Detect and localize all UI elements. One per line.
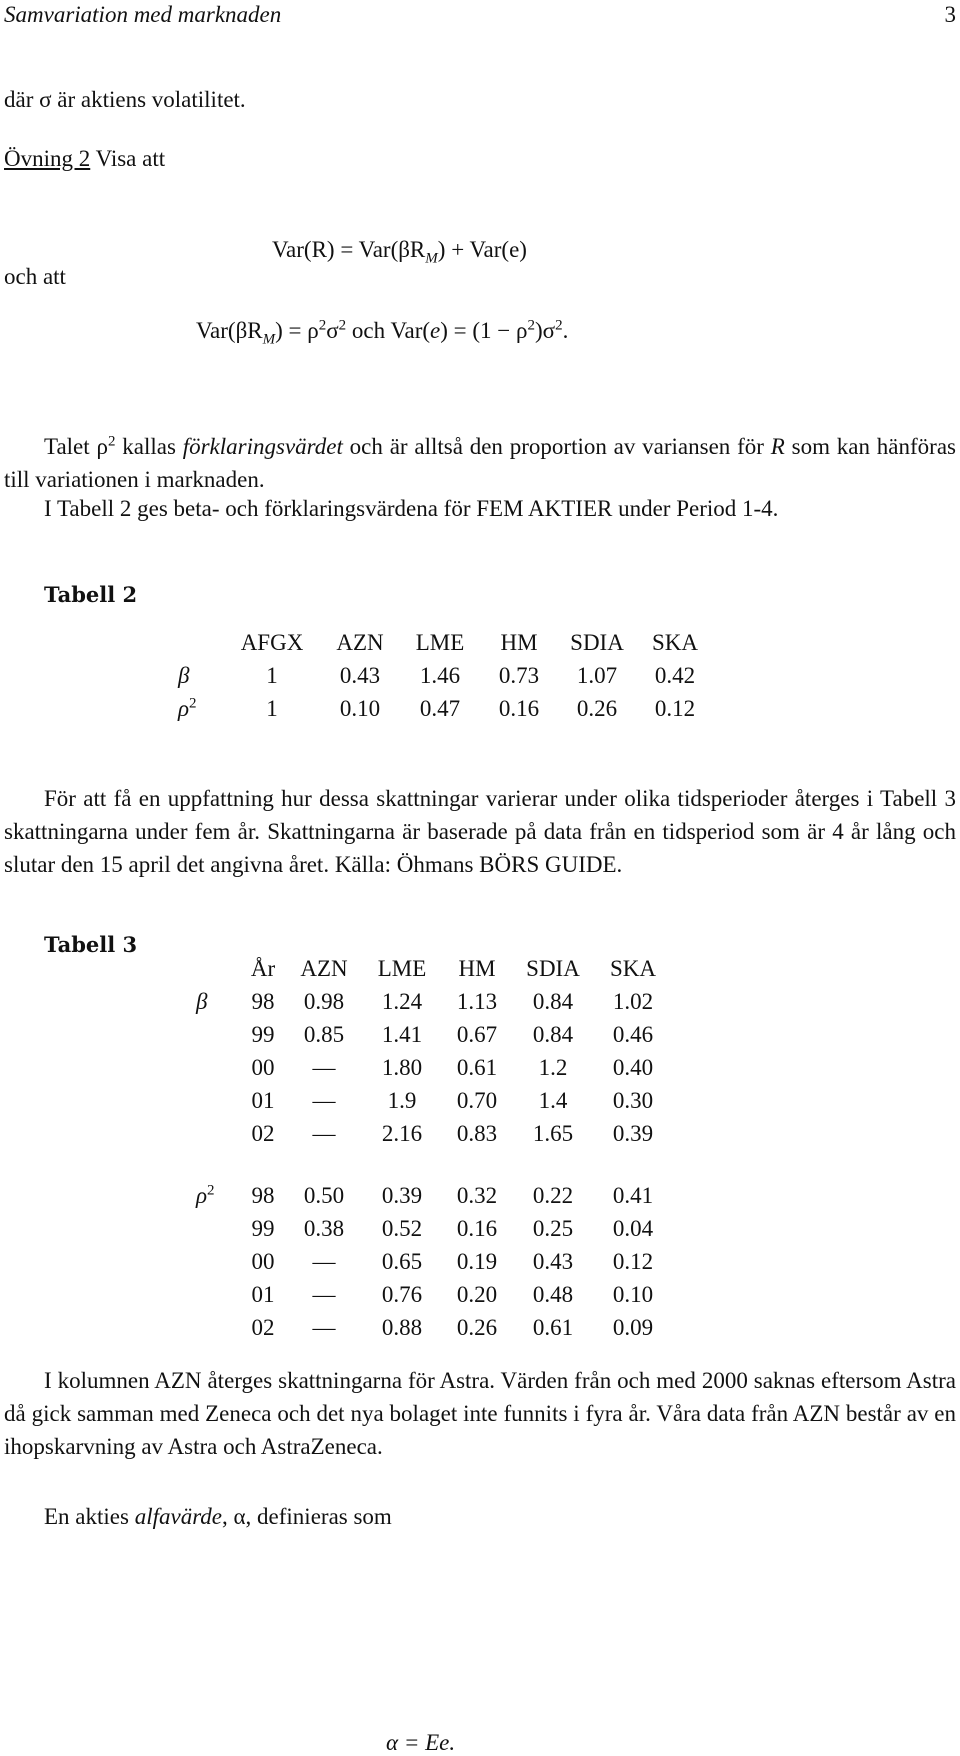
table-cell: 0.47 [419, 695, 461, 721]
year-cell: 98 [251, 1182, 275, 1208]
table2-header-cell [172, 626, 224, 659]
table-cell: 2.16 [381, 1120, 423, 1146]
table-cell: 0.10 [339, 695, 381, 721]
table-cell: 0.61 [532, 1314, 574, 1340]
table-row [172, 692, 714, 725]
row-label-empty [196, 1245, 240, 1278]
table-cell: 0.38 [303, 1215, 345, 1241]
table-cell: 0.85 [303, 1021, 345, 1047]
paragraph-alpha-definition: En akties alfavärde, α, definieras som [44, 1504, 392, 1529]
table-cell: 1 [266, 695, 278, 721]
table3-header-cell: SKA [609, 955, 656, 981]
table-cell: 0.98 [303, 988, 345, 1014]
year-cell: 99 [251, 1215, 275, 1241]
page-number: 3 [944, 2, 956, 27]
table-cell: 0.19 [456, 1248, 498, 1274]
paragraph-table2-intro: I Tabell 2 ges beta- och förklaringsvärdena för FEM AKTIER under Period 1-4. [44, 496, 779, 521]
table-cell: 0.84 [532, 988, 574, 1014]
table-cell: 1.41 [381, 1021, 423, 1047]
year-cell: 02 [251, 1314, 275, 1340]
table-cell: 0.16 [498, 695, 540, 721]
table3-header-cell: AZN [300, 955, 348, 981]
table-cell: 0.16 [456, 1215, 498, 1241]
table-row [196, 1245, 672, 1278]
table-cell: 0.25 [532, 1215, 574, 1241]
row-label-beta: β [178, 662, 190, 688]
table-cell: 0.26 [456, 1314, 498, 1340]
table-cell: 0.12 [654, 695, 696, 721]
table3-header-cell [196, 952, 240, 985]
table-cell: 0.22 [532, 1182, 574, 1208]
table-row [196, 1311, 672, 1344]
table-row [196, 1051, 672, 1084]
row-label-empty [196, 1311, 240, 1344]
table-cell: 0.88 [381, 1314, 423, 1340]
och-att-text: och att [4, 264, 66, 289]
table-cell: 0.32 [456, 1182, 498, 1208]
intro-text: där σ är aktiens volatilitet. [4, 87, 246, 112]
row-label-rho2: $\rho^2$ [196, 1181, 215, 1208]
table-cell: 0.73 [498, 662, 540, 688]
table2-header-cell: SDIA [570, 629, 624, 655]
table2-label: Tabell 2 [44, 582, 138, 607]
table-cell: 0.39 [381, 1182, 423, 1208]
year-cell: 01 [251, 1087, 275, 1113]
table-cell: 0.04 [612, 1215, 654, 1241]
table-cell: 1.2 [538, 1054, 568, 1080]
table3-header-cell: År [250, 955, 276, 981]
table2 [172, 626, 714, 725]
table-cell: 0.42 [654, 662, 696, 688]
table-row [196, 1117, 672, 1150]
table-cell: 1.65 [532, 1120, 574, 1146]
table-cell: 1.24 [381, 988, 423, 1014]
table2-header-cell: AFGX [240, 629, 304, 655]
row-label-beta: β [196, 988, 208, 1014]
equation-variance-decomposition: $Var(R) = Var(\beta R_M) + Var(e)$ [272, 237, 527, 267]
row-label-empty [196, 1117, 240, 1150]
table2-header-cell: HM [500, 629, 538, 655]
table-cell: 0.41 [612, 1182, 654, 1208]
table-cell: — [312, 1314, 336, 1340]
table-row [196, 1018, 672, 1051]
table2-header-cell: SKA [651, 629, 698, 655]
table-cell: 0.48 [532, 1281, 574, 1307]
paragraph-explained-variance: Talet $\rho^2$ kallas förklaringsvärdet och är alltså den proportion av variansen för R som kan hänföras till variationen i marknaden. [4, 433, 956, 492]
table-cell: 1.9 [387, 1087, 417, 1113]
table-row [196, 1084, 672, 1117]
year-cell: 00 [251, 1248, 275, 1274]
table-cell: — [312, 1281, 336, 1307]
table-cell: 0.50 [303, 1182, 345, 1208]
table3-label: Tabell 3 [44, 932, 138, 957]
table-cell: 0.39 [612, 1120, 654, 1146]
table-cell: 1.02 [612, 988, 654, 1014]
table-row [196, 1212, 672, 1245]
table-cell: 0.43 [339, 662, 381, 688]
table-row [196, 985, 672, 1018]
year-cell: 99 [251, 1021, 275, 1047]
exercise-text: Visa att [95, 146, 166, 171]
table-row [196, 1179, 672, 1212]
paragraph-table3-intro: För att få en uppfattning hur dessa skattningar varierar under olika tidsperioder återges i Tabell 3 skattningarna under fem år. Skattningarna är baserade på data från en tidsperiod som är 4 år lång och slutar den 15 april det angivna året. Källa: Öhmans BÖRS GUIDE. [4, 786, 956, 877]
table3-header-row [196, 952, 672, 985]
table-cell: 0.12 [612, 1248, 654, 1274]
paragraph-azn-note: I kolumnen AZN återges skattningarna för Astra. Värden från och med 2000 saknas eftersom Astra då gick samman med Zeneca och det nya bolaget inte funnits i fyra år. Våra data från AZN består av en ihopskarvning av Astra och AstraZeneca. [4, 1368, 956, 1459]
year-cell: 01 [251, 1281, 275, 1307]
table-cell: 0.10 [612, 1281, 654, 1307]
table-cell: 0.40 [612, 1054, 654, 1080]
table-cell: 0.43 [532, 1248, 574, 1274]
table2-header-row [172, 626, 714, 659]
table-cell: 0.52 [381, 1215, 423, 1241]
table-cell: 1.4 [538, 1087, 568, 1113]
table-cell: 0.61 [456, 1054, 498, 1080]
exercise-label: Övning 2 [4, 146, 91, 171]
year-cell: 02 [251, 1120, 275, 1146]
table-cell: 1.46 [419, 662, 461, 688]
table-cell: 0.30 [612, 1087, 654, 1113]
row-label-rho2: $\rho^2$ [178, 694, 197, 721]
table-cell: — [312, 1054, 336, 1080]
table-cell: — [312, 1120, 336, 1146]
table-row [172, 659, 714, 692]
table-cell: 1.80 [381, 1054, 423, 1080]
table-cell: — [312, 1087, 336, 1113]
table-cell: 0.83 [456, 1120, 498, 1146]
year-cell: 98 [251, 988, 275, 1014]
row-label-empty [196, 1278, 240, 1311]
row-label-empty [196, 1084, 240, 1117]
exercise-line [4, 146, 165, 172]
table2-header-cell: AZN [336, 629, 384, 655]
table3-header-cell: HM [458, 955, 496, 981]
equation-variance-components: $Var(\beta R_M) = \rho^2\sigma^2$ och $Var(e) = (1 - \rho^2)\sigma^2$. [196, 317, 569, 348]
table-cell: 0.26 [576, 695, 618, 721]
row-label-empty [196, 1018, 240, 1051]
table3 [196, 952, 672, 1344]
year-cell: 00 [251, 1054, 275, 1080]
table-cell: 0.76 [381, 1281, 423, 1307]
table-cell: 0.09 [612, 1314, 654, 1340]
table-cell: — [312, 1248, 336, 1274]
row-label-empty [196, 1212, 240, 1245]
table-cell: 0.84 [532, 1021, 574, 1047]
table-cell: 0.70 [456, 1087, 498, 1113]
table-cell: 0.20 [456, 1281, 498, 1307]
table-cell: 1.07 [576, 662, 618, 688]
table-cell: 1.13 [456, 988, 498, 1014]
table-row [196, 1278, 672, 1311]
equation-alpha: α = Ee. [386, 1730, 456, 1755]
table-cell: 0.65 [381, 1248, 423, 1274]
table3-header-cell: LME [377, 955, 427, 981]
table-cell: 1 [266, 662, 278, 688]
row-label-empty [196, 1051, 240, 1084]
table-cell: 0.67 [456, 1021, 498, 1047]
table-cell: 0.46 [612, 1021, 654, 1047]
table2-header-cell: LME [415, 629, 465, 655]
table3-header-cell: SDIA [526, 955, 580, 981]
running-header-title: Samvariation med marknaden [4, 2, 282, 27]
